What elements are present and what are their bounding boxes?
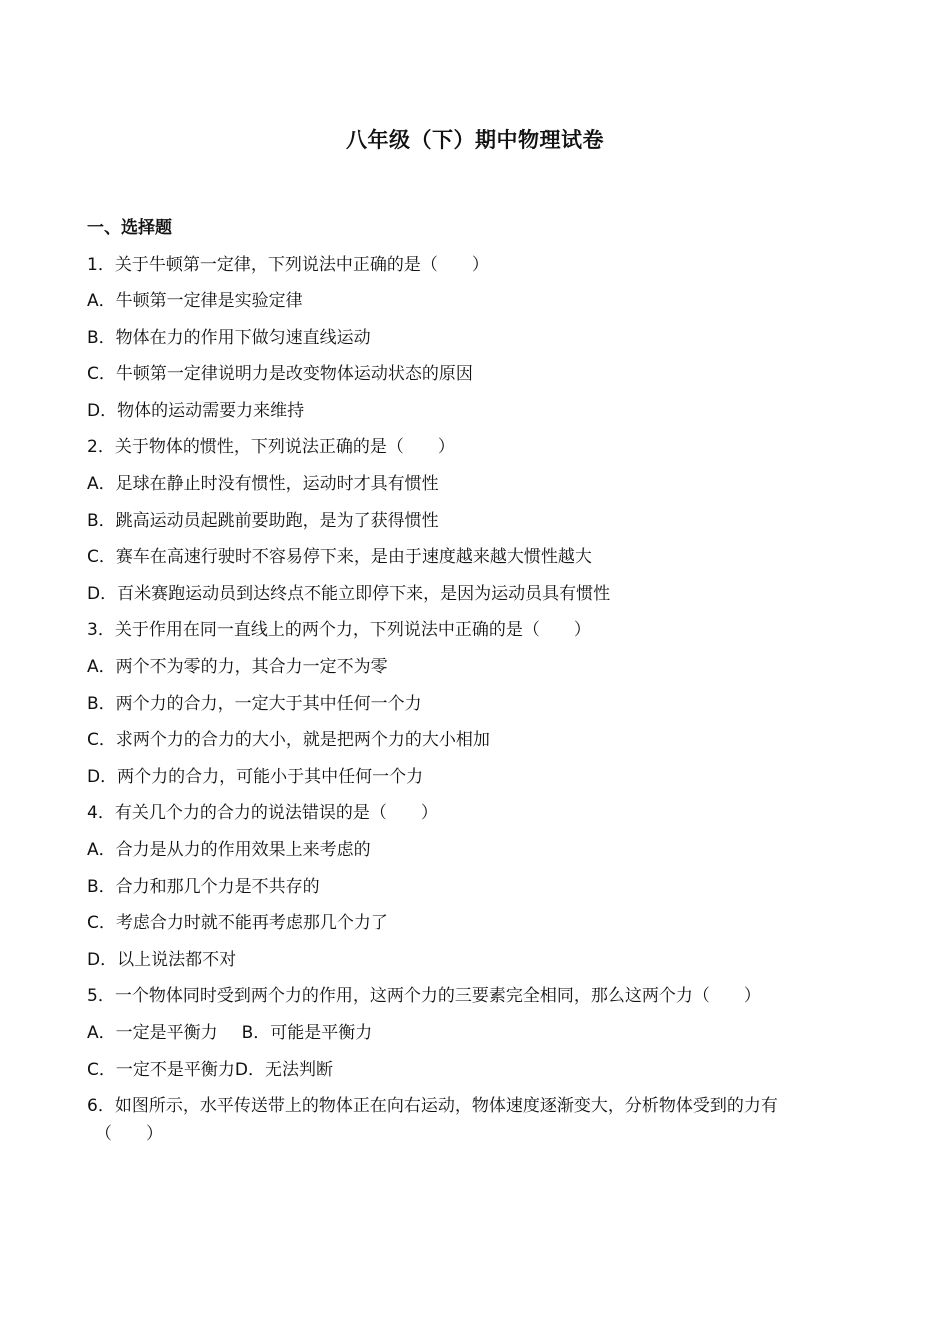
question-4-option-d: D．以上说法都不对: [87, 949, 237, 970]
question-5-option-d: D．无法判断: [234, 1059, 333, 1080]
question-3-stem: 3．关于作用在同一直线上的两个力，下列说法中正确的是（ ）: [87, 620, 591, 641]
question-2-option-d: D．百米赛跑运动员到达终点不能立即停下来，是因为运动员具有惯性: [87, 583, 611, 604]
question-1-stem: 1．关于牛顿第一定律，下列说法中正确的是（ ）: [87, 254, 489, 275]
question-3-option-c: C．求两个力的合力的大小，就是把两个力的大小相加: [87, 730, 490, 751]
question-2-option-c: C．赛车在高速行驶时不容易停下来，是由于速度越来越大惯性越大: [87, 547, 592, 568]
question-5-option-c: C．一定不是平衡力: [87, 1059, 235, 1080]
question-4-option-a: A．合力是从力的作用效果上来考虑的: [87, 840, 371, 860]
exam-content: [87, 212, 877, 1155]
question-6-stem: 6．如图所示，水平传送带上的物体正在向右运动，物体速度逐渐变大，分析物体受到的力有: [87, 1096, 778, 1117]
question-1-option-d: D．物体的运动需要力来维持: [87, 400, 305, 421]
question-4-stem: 4．有关几个力的合力的说法错误的是（ ）: [87, 803, 438, 824]
page-title: 八年级（下）期中物理试卷: [346, 128, 604, 152]
question-4-option-c: C．考虑合力时就不能再考虑那几个力了: [87, 913, 388, 934]
question-5-option-a: A．一定是平衡力: [87, 1022, 218, 1043]
question-2-option-a: A．足球在静止时没有惯性，运动时才具有惯性: [87, 474, 439, 495]
question-5-options-row-2: [87, 1054, 877, 1091]
question-6-stem-continuation: （ ）: [95, 1124, 163, 1145]
question-3-option-d: D．两个力的合力，可能小于其中任何一个力: [87, 766, 424, 787]
question-1-option-b: B．物体在力的作用下做匀速直线运动: [87, 327, 371, 348]
question-3-option-a: A．两个不为零的力，其合力一定不为零: [87, 657, 388, 678]
section-heading: 一、选择题: [87, 218, 172, 238]
question-4-option-b: B．合力和那几个力是不共存的: [87, 876, 320, 897]
question-1-option-a: A．牛顿第一定律是实验定律: [87, 291, 303, 312]
question-3-option-b: B．两个力的合力，一定大于其中任何一个力: [87, 693, 422, 714]
question-5-options-row-1: [87, 1017, 877, 1054]
question-2-stem: 2．关于物体的惯性，下列说法正确的是（ ）: [87, 437, 455, 458]
question-2-option-b: B．跳高运动员起跳前要助跑，是为了获得惯性: [87, 510, 439, 531]
question-5-stem: 5．一个物体同时受到两个力的作用，这两个力的三要素完全相同，那么这两个力（ ）: [87, 986, 761, 1007]
question-1-option-c: C．牛顿第一定律说明力是改变物体运动状态的原因: [87, 364, 473, 385]
question-5-option-b: B．可能是平衡力: [241, 1022, 373, 1043]
